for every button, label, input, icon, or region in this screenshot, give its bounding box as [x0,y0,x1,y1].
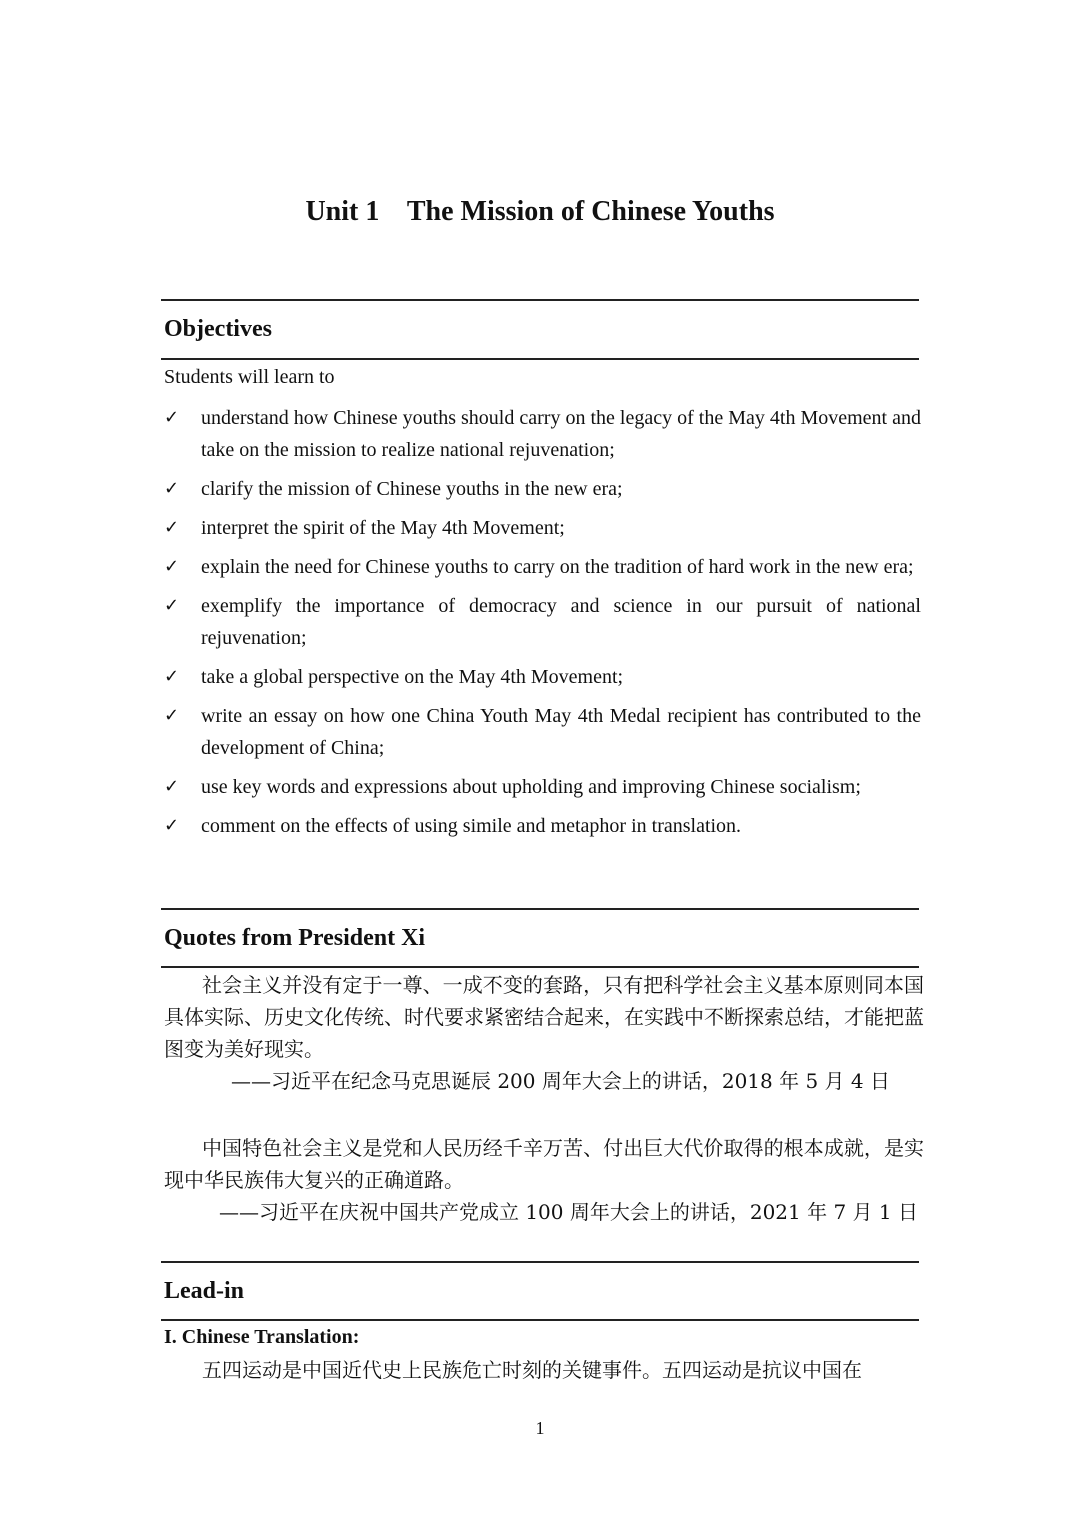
objective-item: ✓ exemplify the importance of democracy and science in our pursuit of national rejuvenation; [164,590,921,654]
checkmark-icon: ✓ [164,517,180,538]
checkmark-icon: ✓ [164,705,180,726]
objectives-heading: Objectives [164,316,272,342]
objective-item: ✓ explain the need for Chinese youths to carry on the tradition of hard work in the new era; [164,551,921,583]
quote-block [164,1132,924,1228]
objective-item: ✓ clarify the mission of Chinese youths in the new era; [164,473,921,505]
page-number: 1 [535,1418,545,1438]
quote-text: 社会主义并没有定于一尊、一成不变的套路，只有把科学社会主义基本原则同本国具体实际、历史文化传统、时代要求紧密结合起来，在实践中不断探索总结，才能把蓝图变为美好现实。 [164,973,924,1061]
objective-item: ✓ take a global perspective on the May 4th Movement; [164,661,921,693]
divider [161,358,919,360]
checkmark-icon: ✓ [164,556,180,577]
divider [161,299,919,301]
unit-title: Unit 1 The Mission of Chinese Youths [305,196,775,227]
checkmark-icon: ✓ [164,776,180,797]
checkmark-icon: ✓ [164,815,180,836]
objective-item: ✓ comment on the effects of using simile and metaphor in translation. [164,810,921,842]
quote-block [164,969,924,1097]
objective-item: ✓ use key words and expressions about upholding and improving Chinese socialism; [164,771,921,803]
objectives-intro: Students will learn to [164,366,335,388]
divider [161,908,919,910]
checkmark-icon: ✓ [164,666,180,687]
lead-in-heading: Lead-in [164,1278,245,1304]
objectives-list [164,402,921,849]
divider [161,1261,919,1263]
objective-item: ✓ interpret the spirit of the May 4th Movement; [164,512,921,544]
objective-item: ✓ understand how Chinese youths should carry on the legacy of the May 4th Movement and take on the mission to realize national rejuvenation; [164,402,921,466]
checkmark-icon: ✓ [164,595,180,616]
quote-text: 中国特色社会主义是党和人民历经千辛万苦、付出巨大代价取得的根本成就，是实现中华民族伟大复兴的正确道路。 [164,1136,924,1192]
divider [161,1319,919,1321]
quote-source: ——习近平在纪念马克思诞辰 200 周年大会上的讲话，2018 年 5 月 4 日 [230,1069,890,1093]
quotes-heading: Quotes from President Xi [164,925,426,951]
chinese-translation-heading: I. Chinese Translation: [164,1326,360,1348]
quote-source: ——习近平在庆祝中国共产党成立 100 周年大会上的讲话，2021 年 7 月 1 日 [218,1200,918,1224]
divider [161,966,919,968]
checkmark-icon: ✓ [164,478,180,499]
checkmark-icon: ✓ [164,407,180,428]
objective-item: ✓ write an essay on how one China Youth May 4th Medal recipient has contributed to the development of China; [164,700,921,764]
translation-text: 五四运动是中国近代史上民族危亡时刻的关键事件。五四运动是抗议中国在 [202,1358,862,1382]
